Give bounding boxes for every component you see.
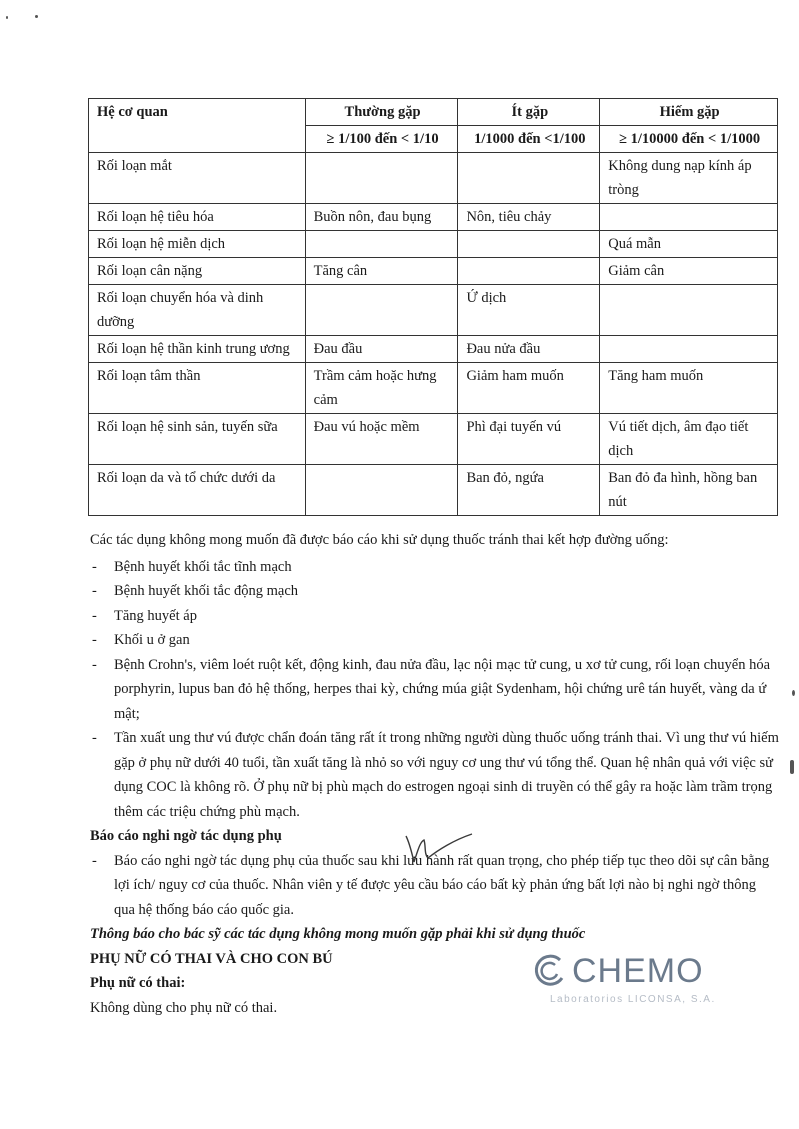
cell-common <box>305 285 458 336</box>
cell-rare: Tăng ham muốn <box>600 363 778 414</box>
table-row <box>89 231 778 258</box>
effects-intro: Các tác dụng không mong muốn đã được báo cáo khi sử dụng thuốc tránh thai kết hợp đường uống: <box>90 532 669 548</box>
table-row <box>89 465 778 516</box>
cell-organ: Rối loạn hệ miễn dịch <box>89 231 306 258</box>
cell-rare <box>600 204 778 231</box>
scan-speck <box>790 760 794 774</box>
table-row <box>89 153 778 204</box>
table-row <box>89 258 778 285</box>
pregnancy-heading: PHỤ NỮ CÓ THAI VÀ CHO CON BÚ <box>90 950 333 967</box>
table-row <box>89 363 778 414</box>
scan-speck <box>6 16 8 19</box>
cell-uncommon <box>458 153 600 204</box>
cell-rare <box>600 336 778 363</box>
signature-mark <box>398 832 478 868</box>
cell-common: Đau đầu <box>305 336 458 363</box>
list-item: - Bệnh huyết khối tắc tĩnh mạch <box>90 555 780 580</box>
table-header-row <box>89 99 778 126</box>
header-common: Thường gặp <box>305 99 458 126</box>
cell-uncommon: Ứ dịch <box>458 285 600 336</box>
cell-common <box>305 153 458 204</box>
cell-common <box>305 465 458 516</box>
list-item: - Tăng huyết áp <box>90 604 780 629</box>
scan-speck <box>35 15 38 18</box>
cell-rare: Ban đỏ đa hình, hồng ban nút <box>600 465 778 516</box>
cell-uncommon: Ban đỏ, ngứa <box>458 465 600 516</box>
table-row <box>89 414 778 465</box>
cell-uncommon <box>458 231 600 258</box>
cell-rare <box>600 285 778 336</box>
cell-uncommon: Đau nửa đầu <box>458 336 600 363</box>
pregnancy-subheading: Phụ nữ có thai: <box>90 975 186 991</box>
cell-rare: Vú tiết dịch, âm đạo tiết dịch <box>600 414 778 465</box>
cell-rare: Giảm cân <box>600 258 778 285</box>
cell-uncommon: Phì đại tuyến vú <box>458 414 600 465</box>
cell-common: Buồn nôn, đau bụng <box>305 204 458 231</box>
adverse-effects-table <box>88 98 778 516</box>
scan-speck <box>792 690 795 696</box>
logo-name: CHEMO <box>572 952 704 990</box>
cell-uncommon: Giảm ham muốn <box>458 363 600 414</box>
cell-organ: Rối loạn hệ thần kinh trung ương <box>89 336 306 363</box>
freq-rare: ≥ 1/10000 đến < 1/1000 <box>600 126 778 153</box>
table-row <box>89 336 778 363</box>
cell-rare: Quá mẫn <box>600 231 778 258</box>
report-heading: Báo cáo nghi ngờ tác dụng phụ <box>90 828 282 844</box>
freq-common: ≥ 1/100 đến < 1/10 <box>305 126 458 153</box>
header-organ: Hệ cơ quan <box>89 99 306 153</box>
cell-organ: Rối loạn tâm thần <box>89 363 306 414</box>
cell-rare: Không dung nạp kính áp tròng <box>600 153 778 204</box>
header-uncommon: Ít gặp <box>458 99 600 126</box>
header-rare: Hiếm gặp <box>600 99 778 126</box>
cell-organ: Rối loạn mắt <box>89 153 306 204</box>
cell-uncommon: Nôn, tiêu chảy <box>458 204 600 231</box>
cell-organ: Rối loạn hệ sinh sản, tuyến sữa <box>89 414 306 465</box>
list-item: - Bệnh Crohn's, viêm loét ruột kết, động kinh, đau nửa đầu, lạc nội mạc tử cung, u xơ tử cung, rối loạn chuyển hóa porphyrin, lupus ban đỏ hệ thống, herpes thai kỳ, chứng múa giật Sydenham, hội chứng urê tán huyết, vàng da ứ mật; <box>90 653 780 727</box>
chemo-logo <box>530 944 716 1024</box>
list-item: - Bệnh huyết khối tắc động mạch <box>90 579 780 604</box>
cell-common: Trầm cảm hoặc hưng cảm <box>305 363 458 414</box>
cell-common: Đau vú hoặc mềm <box>305 414 458 465</box>
table-row <box>89 285 778 336</box>
effects-list <box>90 555 780 825</box>
notice-line: Thông báo cho bác sỹ các tác dụng không mong muốn gặp phải khi sử dụng thuốc <box>90 926 586 942</box>
cell-organ: Rối loạn cân nặng <box>89 258 306 285</box>
cell-organ: Rối loạn chuyển hóa và dinh dưỡng <box>89 285 306 336</box>
cell-uncommon <box>458 258 600 285</box>
table-row <box>89 204 778 231</box>
list-item: - Báo cáo nghi ngờ tác dụng phụ của thuốc sau khi lưu hành rất quan trọng, cho phép tiếp tục theo dõi sự cân bằng lợi ích/ nguy cơ của thuốc. Nhân viên y tế được yêu cầu báo cáo bất kỳ phản ứng bất lợi nào bị nghi ngờ thông qua hệ thống báo cáo quốc gia. <box>90 849 780 923</box>
chemo-logo-icon <box>530 950 570 990</box>
cell-common: Tăng cân <box>305 258 458 285</box>
list-item: - Khối u ở gan <box>90 628 780 653</box>
pregnancy-text: Không dùng cho phụ nữ có thai. <box>90 999 278 1016</box>
list-item: - Tần xuất ung thư vú được chẩn đoán tăng rất ít trong những người dùng thuốc uống tránh thai. Vì ung thư vú hiếm gặp ở phụ nữ dưới 40 tuổi, tần xuất tăng là nhỏ so với nguy cơ ung thư vú tổng thể. Quan hệ nhân quả với việc sử dụng COC là không rõ. Ở phụ nữ bị phù mạch do estrogen ngoại sinh di truyền có thể gây ra hoặc làm trầm trọng thêm các triệu chứng phù mạch. <box>90 726 780 824</box>
cell-common <box>305 231 458 258</box>
logo-subtitle: Laboratorios LICONSA, S.A. <box>550 994 716 1005</box>
cell-organ: Rối loạn hệ tiêu hóa <box>89 204 306 231</box>
cell-organ: Rối loạn da và tổ chức dưới da <box>89 465 306 516</box>
freq-uncommon: 1/1000 đến <1/100 <box>458 126 600 153</box>
